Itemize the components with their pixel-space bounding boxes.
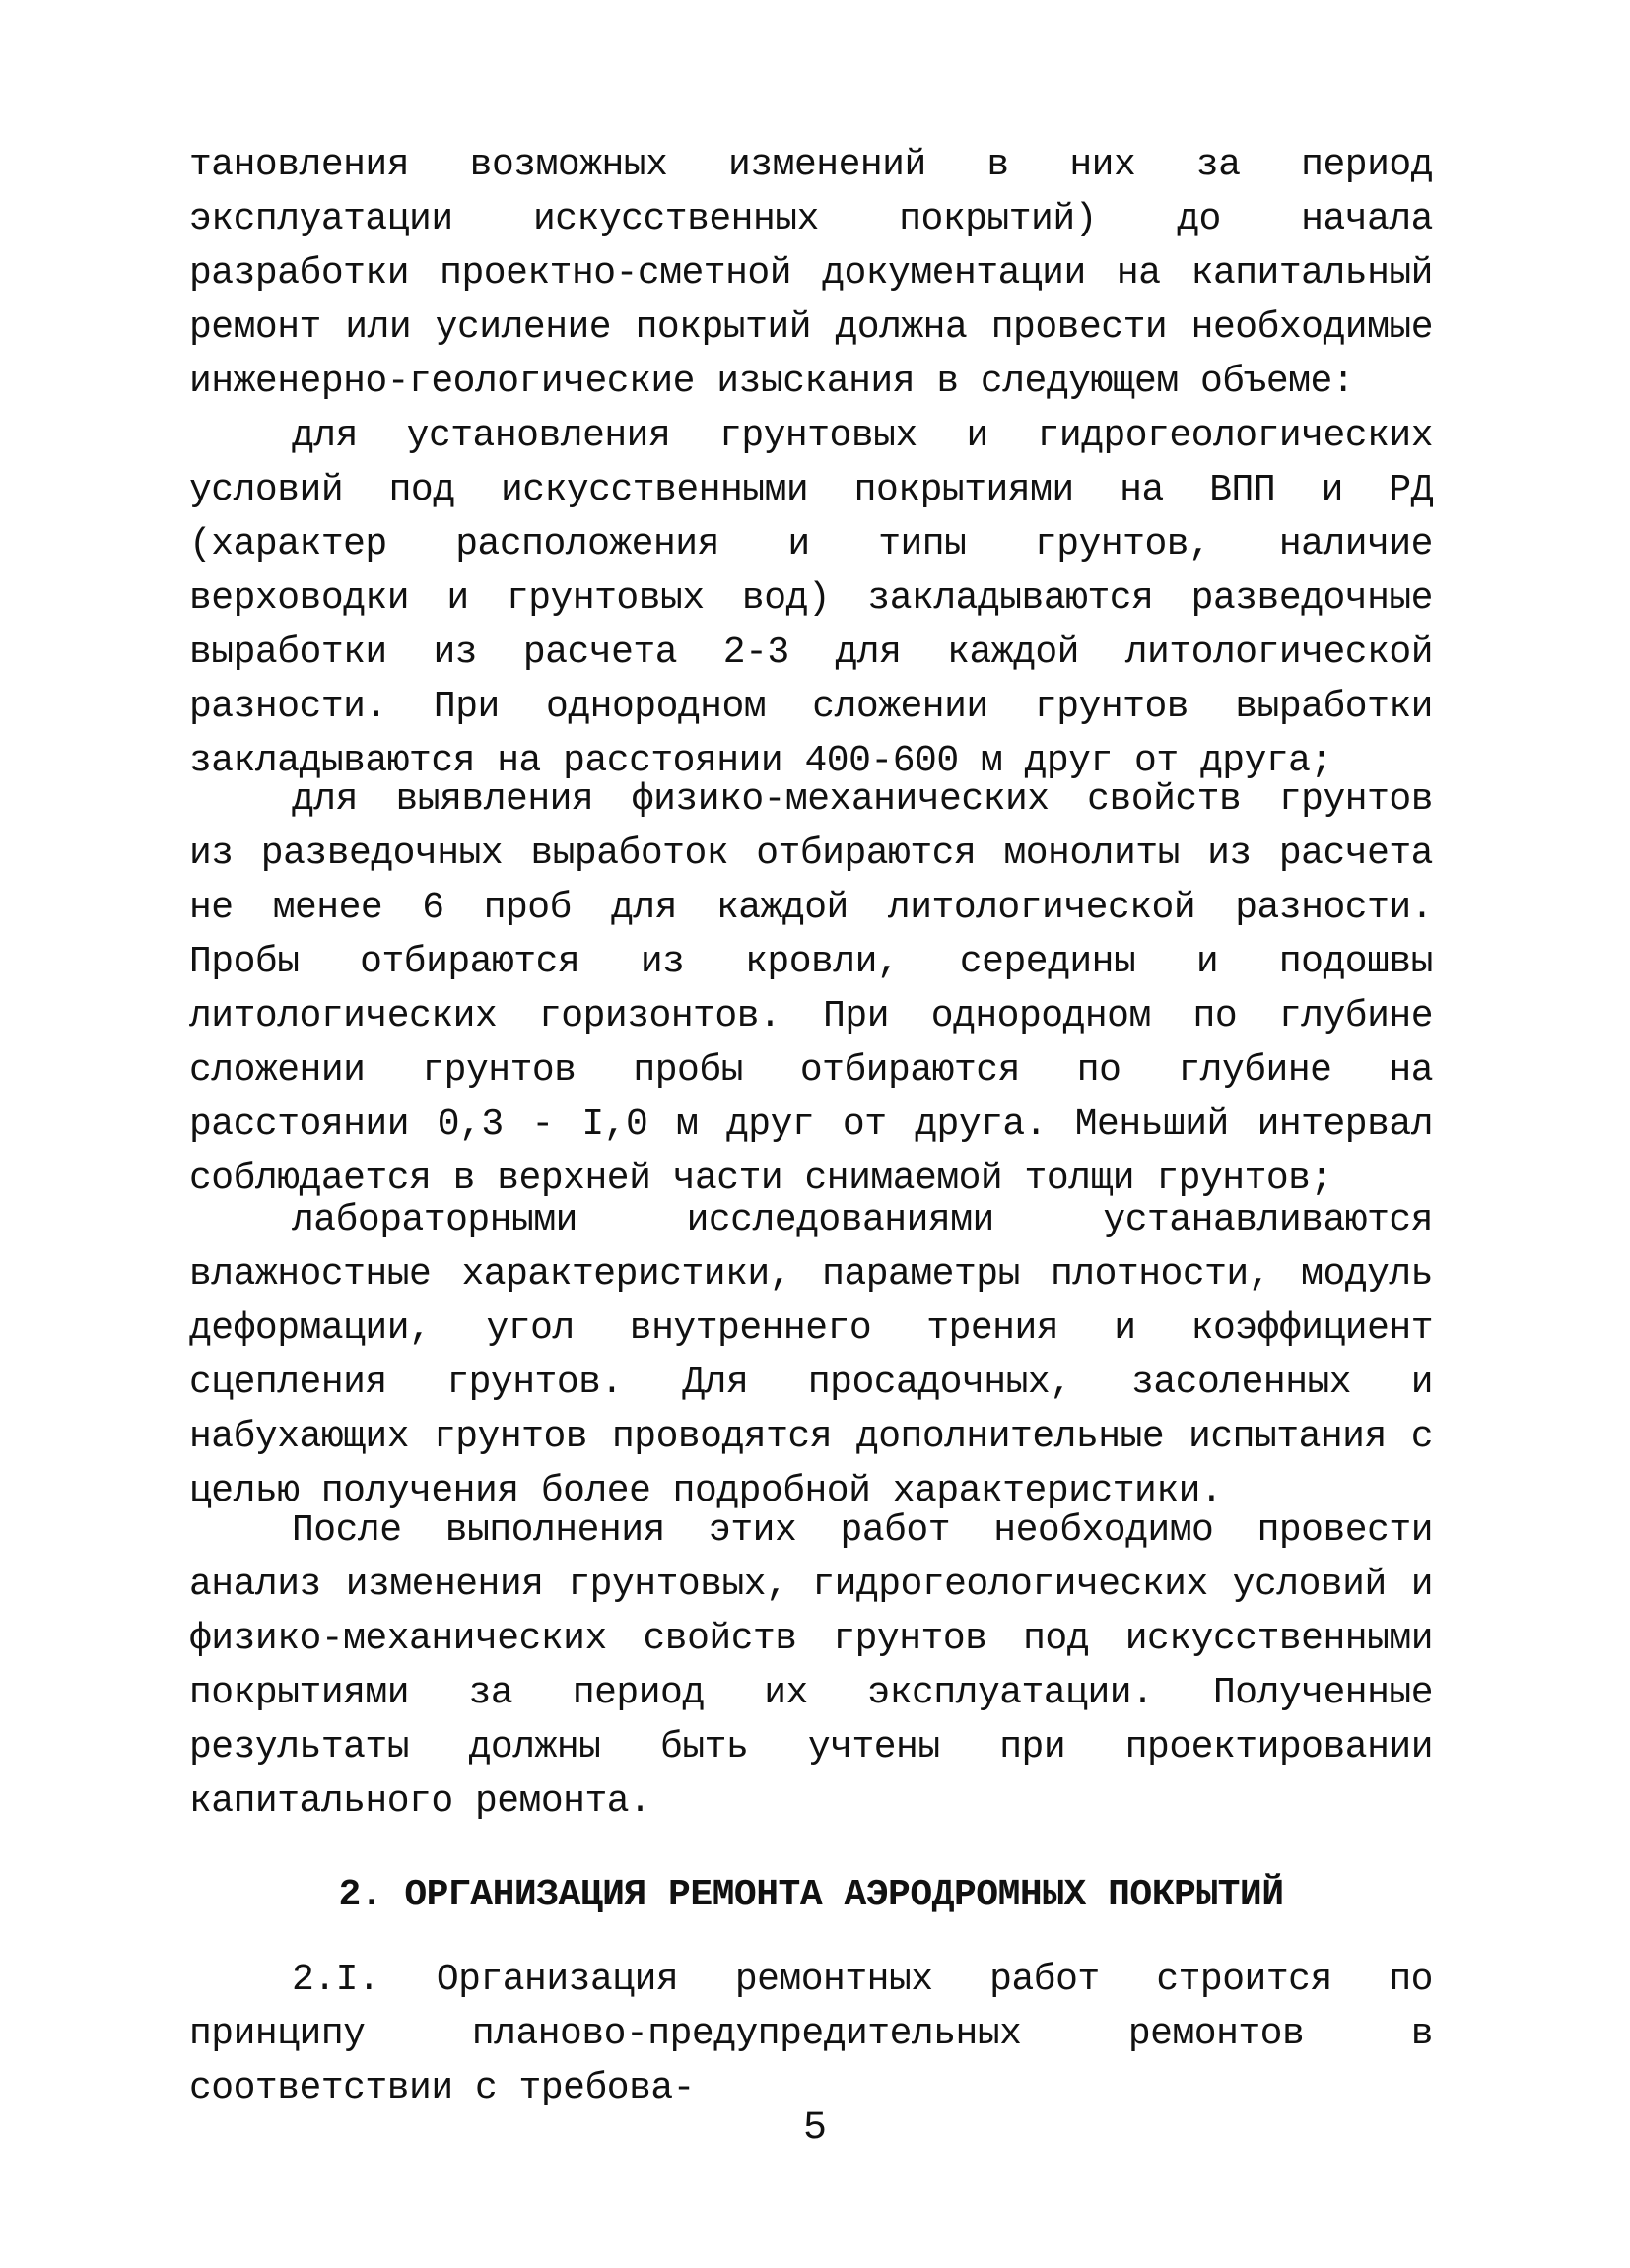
page-number: 5 xyxy=(802,2106,827,2151)
paragraph-analysis: После выполнения этих работ необходимо провести анализ изменения грунтовых, гидрогеологических условий и физико-механических свойств грунтов под искусственными покрытиями за период их эксплуатации. Полученные результаты должны быть учтены при проектировании капитального ремонта. xyxy=(189,1509,1433,1823)
paragraph-soil-conditions: для установления грунтовых и гидрогеологических условий под искусственными покрытиями на ВПП и РД (характер расположения и типы грунтов, наличие верховодки и грунтовых вод) закладываются разведочные выработки из расчета 2-3 для каждой литологической разности. При однородном сложении грунтов выработки закладываются на расстоянии 400-600 м друг от друга; xyxy=(189,415,1433,782)
paragraph-physical-properties: для выявления физико-механических свойств грунтов из разведочных выработок отбираются монолиты из расчета не менее 6 проб для каждой литологической разности. Пробы отбираются из кровли, середины и подошвы литологических горизонтов. При однородном по глубине сложении грунтов пробы отбираются по глубине на расстоянии 0,3 - I,0 м друг от друга. Меньший интервал соблюдается в верхней части снимаемой толщи грунтов; xyxy=(189,778,1433,1200)
paragraph-laboratory-research: лабораторными исследованиями устанавливаются влажностные характеристики, параметры плотности, модуль деформации, угол внутреннего трения и коэффициент сцепления грунтов. Для просадочных, засоленных и набухающих грунтов проводятся дополнительные испытания с целью получения более подробной характеристики. xyxy=(189,1199,1433,1512)
paragraph-intro: тановления возможных изменений в них за период эксплуатации искусственных покрытий) до начала разработки проектно-сметной документации на капитальный ремонт или усиление покрытий должна провести необходимые инженерно-геологические изыскания в следующем объеме: xyxy=(189,144,1433,403)
section-heading: 2. ОРГАНИЗАЦИЯ РЕМОНТА АЭРОДРОМНЫХ ПОКРЫТИЙ xyxy=(338,1874,1284,1916)
paragraph-section-2-1: 2.I. Организация ремонтных работ строится по принципу планово-предупредительных ремонтов в соответствии с требова- xyxy=(189,1959,1433,2109)
